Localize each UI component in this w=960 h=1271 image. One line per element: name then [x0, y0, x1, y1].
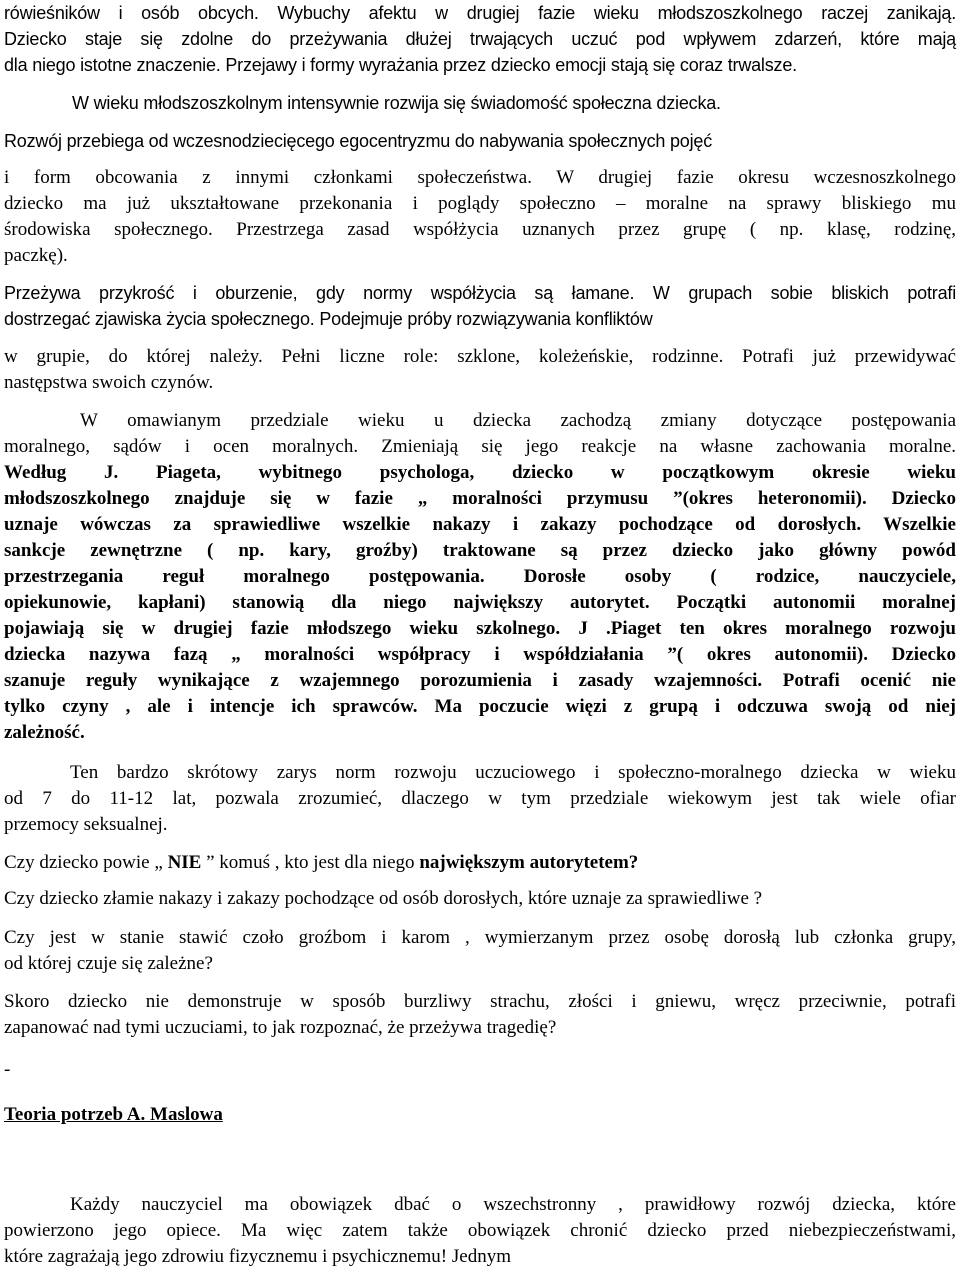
text-line: Ten bardzo skrótowy zarys norm rozwoju uczuciowego i społeczno-moralnego dziecka w wieku — [70, 762, 956, 783]
text-line: uznaje wówczas za sprawiedliwe wszelkie nakazy i zakazy pochodzące od dorosłych. Wszelkie — [4, 514, 956, 535]
text-line: od której czuje się zależne? — [4, 953, 213, 974]
paragraph-social-awareness — [72, 90, 952, 116]
text-line: Skoro dziecko nie demonstruje w sposób burzliwy strachu, złości i gniewu, wręcz przeciwnie, potrafi — [4, 991, 956, 1012]
paragraph-experiences — [4, 280, 956, 396]
text-line: dziecko ma już ukształtowane przekonania i poglądy społeczno – moralne na sprawy bliskiego mu — [4, 193, 956, 214]
text-line: Rozwój przebiega od wczesnodziecięcego egocentryzmu do nabywania społecznych pojęć — [4, 131, 713, 151]
text-line: szanuje reguły wynikające z wzajemnego porozumienia i zasady wzajemności. Potrafi ocenić nie — [4, 670, 956, 691]
text-run: Czy dziecko powie „ — [4, 852, 168, 873]
question-tragedy — [4, 989, 956, 1041]
text-line: i form obcowania z innymi członkami społeczeństwa. W drugiej fazie okresu wczesnoszkolnego — [4, 167, 956, 188]
paragraph-summary — [4, 760, 956, 838]
text-line: przestrzegania reguł moralnego postępowania. Dorosłe osoby ( rodzice, nauczyciele, — [4, 566, 956, 587]
text-run: ” komuś , kto jest dla niego — [201, 852, 420, 873]
question-threats — [4, 925, 956, 977]
text-line: od 7 do 11-12 lat, pozwala zrozumieć, dlaczego w tym przedziale wiekowym jest tak wiele ofiar — [4, 788, 956, 809]
text-line: Każdy nauczyciel ma obowiązek dbać o wszechstronny , prawidłowy rozwój dziecka, które — [70, 1194, 956, 1215]
text-line: paczkę). — [4, 245, 68, 266]
heading-maslow: Teoria potrzeb A. Maslowa — [4, 1104, 223, 1125]
question-break-rules — [4, 886, 956, 912]
text-line: dla niego istotne znaczenie. Przejawy i formy wyrażania przez dziecko emocji stają się coraz trwalsze. — [4, 55, 797, 75]
text-line: Dziecko staje się zdolne do przeżywania dłużej trwających uczuć pod wpływem zdarzeń, które mają — [4, 29, 956, 49]
text-run-bold: największym autorytetem? — [419, 852, 639, 873]
paragraph-piaget — [4, 408, 956, 746]
text-line: środowiska społecznego. Przestrzega zasad współżycia uznanych przez grupę ( np. klasę, rodzinę, — [4, 219, 956, 240]
text-line: dostrzegać zjawiska życia społecznego. Podejmuje próby rozwiązywania konfliktów — [4, 309, 653, 329]
text-line: Czy jest w stanie stawić czoło groźbom i karom , wymierzanym przez osobę dorosłą lub członka grupy, — [4, 927, 956, 948]
text-line: następstwa swoich czynów. — [4, 372, 214, 393]
text-line: - — [4, 1059, 11, 1080]
text-line: opiekunowie, kapłani) stanowią dla niego największy autorytet. Początki autonomii moralnej — [4, 592, 956, 613]
paragraph-development — [4, 128, 956, 269]
text-line: przemocy seksualnej. — [4, 814, 168, 835]
section-heading — [4, 1102, 956, 1128]
text-line: które zagrażają jego zdrowiu fizycznemu i psychicznemu! Jednym — [4, 1246, 511, 1267]
text-line: zapanować nad tymi uczuciami, to jak rozpoznać, że przeżywa tragedię? — [4, 1017, 557, 1038]
question-authority — [4, 850, 956, 876]
text-line: zależność. — [4, 722, 85, 743]
text-run-bold: NIE — [167, 852, 202, 873]
text-line — [4, 850, 956, 876]
text-line: moralnego, sądów i ocen moralnych. Zmieniają się jego reakcje na własne zachowania moralne. — [4, 436, 956, 457]
text-line: Przeżywa przykrość i oburzenie, gdy normy współżycia są łamane. W grupach sobie bliskich potrafi — [4, 283, 956, 303]
text-line: dziecka nazywa fazą „ moralności współpracy i współdziałania ”( okres autonomii). Dziecko — [4, 644, 956, 665]
text-line: młodszoszkolnego znajduje się w fazie „ moralności przymusu ”(okres heteronomii). Dziecko — [4, 488, 956, 509]
text-line: powierzono jego opiece. Ma więc zatem także obowiązek chronić dziecko przed niebezpieczeństwami, — [4, 1220, 956, 1241]
text-line: Według J. Piageta, wybitnego psychologa, dziecko w początkowym okresie wieku — [4, 462, 956, 483]
text-line: w grupie, do której należy. Pełni liczne role: szklone, koleżeńskie, rodzinne. Potrafi już przewidywać — [4, 346, 956, 367]
text-line: W omawianym przedziale wieku u dziecka zachodzą zmiany dotyczące postępowania — [80, 410, 956, 431]
text-line: sankcje zewnętrzne ( np. kary, groźby) traktowane są przez dziecko jako główny powód — [4, 540, 956, 561]
text-line: tylko czyny , ale i intencje ich sprawców. Ma poczucie więzi z grupą i odczuwa swoją od niej — [4, 696, 956, 717]
dash-marker — [4, 1057, 956, 1083]
text-line: pojawiają się w drugiej fazie młodszego wieku szkolnego. J .Piaget ten okres moralnego rozwoju — [4, 618, 956, 639]
paragraph-emotions — [4, 0, 956, 78]
text-line: Czy dziecko złamie nakazy i zakazy pochodzące od osób dorosłych, które uznaje za sprawiedliwe ? — [4, 888, 763, 909]
paragraph-teacher-duty — [4, 1192, 956, 1270]
text-line: W wieku młodszoszkolnym intensywnie rozwija się świadomość społeczna dziecka. — [72, 93, 721, 113]
text-line: rówieśników i osób obcych. Wybuchy afektu w drugiej fazie wieku młodszoszkolnego raczej zanikają. — [4, 3, 956, 23]
